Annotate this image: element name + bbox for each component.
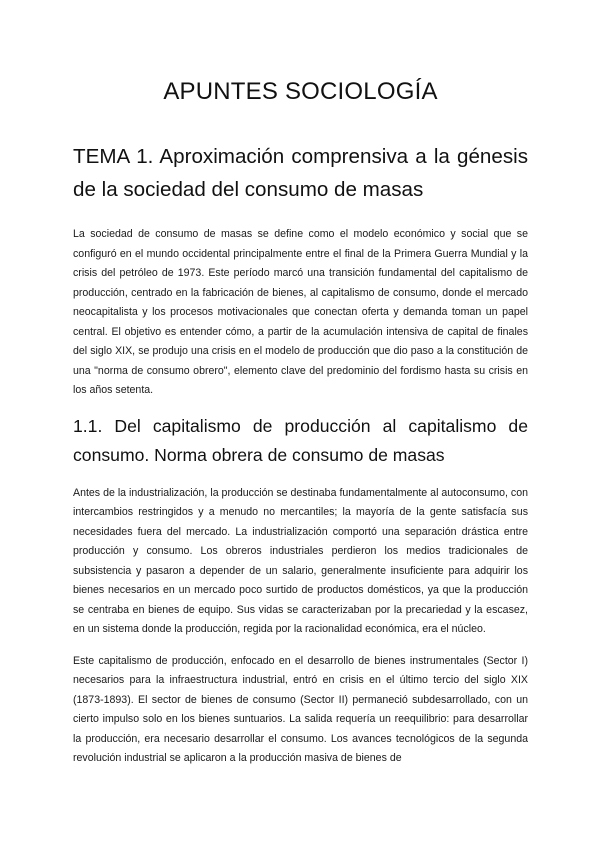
body-paragraph-2: Este capitalismo de producción, enfocado en el desarrollo de bienes instrumentales (Sector I) necesarios para la infraestructura industrial, entró en crisis en el último tercio del siglo XIX (1873-1893). El sector de bienes de consumo (Sector II) permaneció subdesarrollado, con un cierto impulso solo en los bienes suntuarios. La salida requería un reequilibrio: para desarrollar la producción, era necesario desarrollar el consumo. Los avances tecnológicos de la segunda revolución industrial se aplicaron a la producción masiva de bienes de (73, 654, 528, 764)
intro-paragraph: La sociedad de consumo de masas se define como el modelo económico y social que se configuró en el mundo occidental principalmente entre el final de la Primera Guerra Mundial y la crisis del petróleo de 1973. Este período marcó una transición fundamental del capitalismo de producción, centrado en la fabricación de bienes, al capitalismo de consumo, donde el mercado neocapitalista y los procesos motivacionales que conectan oferta y demanda toman un papel central. El objetivo es entender cómo, a partir de la acumulación intensiva de capital de finales del siglo XIX, se produjo una crisis en el modelo de producción que dio paso a la constitución de una "norma de consumo obrero", elemento clave del predominio del fordismo hasta su crisis en los años setenta. (73, 228, 528, 396)
body-paragraph-1: Antes de la industrialización, la producción se destinaba fundamentalmente al autoconsumo, con intercambios restringidos y a menudo no mercantiles; la mayoría de la gente satisfacía sus necesidades fuera del mercado. La industrialización comportó una separación drástica entre producción y consumo. Los obreros industriales perdieron los medios tradicionales de subsistencia y pasaron a depender de un salario, generalmente insuficiente para adquirir los bienes necesarios en un mercado poco surtido de productos domésticos, ya que la producción se centraba en bienes de equipo. Sus vidas se caracterizaban por la precariedad y la escasez, en un sistema donde la producción, regida por la racionalidad económica, era el núcleo. (73, 486, 528, 635)
section-heading: TEMA 1. Aproximación comprensiva a la génesis de la sociedad del consumo de masas (73, 145, 528, 201)
document-title: APUNTES SOCIOLOGÍA (163, 78, 438, 105)
subsection-heading: 1.1. Del capitalismo de producción al capitalismo de consumo. Norma obrera de consumo de masas (73, 415, 528, 465)
